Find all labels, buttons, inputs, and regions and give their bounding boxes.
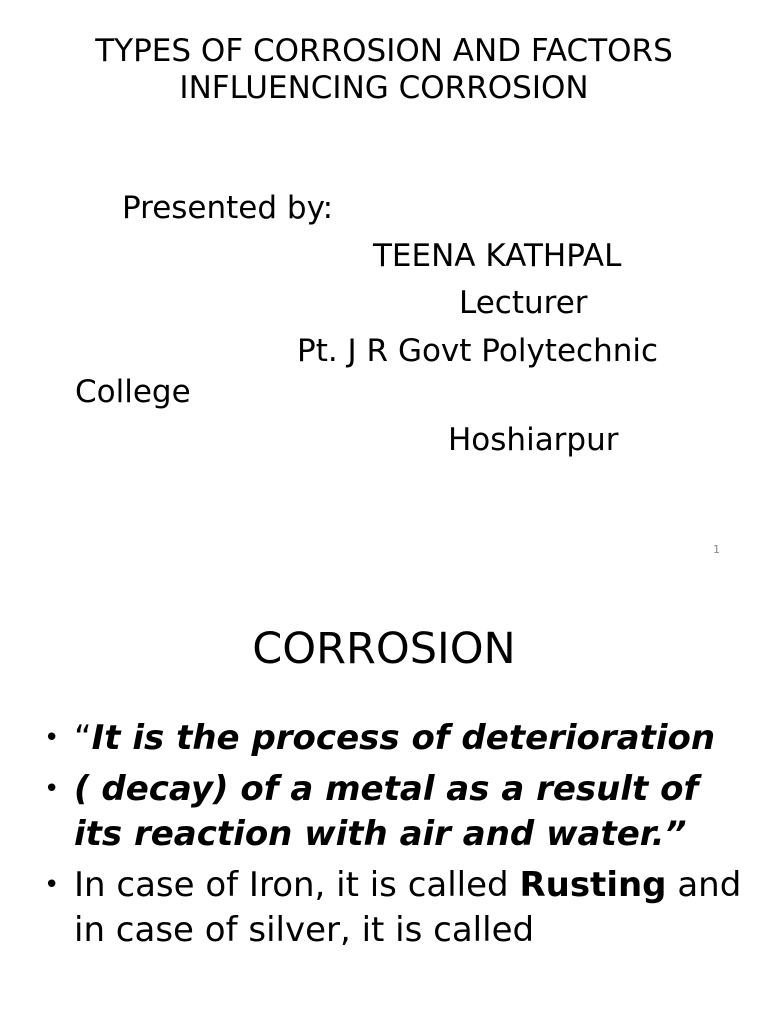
bullet-icon: • bbox=[44, 870, 60, 900]
bullet-item bbox=[44, 716, 744, 761]
presenter-name: TEENA KATHPAL bbox=[373, 238, 622, 274]
presenter-role: Lecturer bbox=[459, 285, 588, 321]
institution-name: Pt. J R Govt Polytechnic bbox=[297, 333, 659, 369]
definition-text-continued: ( decay) of a metal as a result of its reaction with air and water.” bbox=[74, 769, 699, 854]
bullet-text-continued: and in case of silver, it is called bbox=[74, 865, 742, 950]
definition-text: It is the process of deterioration bbox=[91, 718, 716, 758]
quote-mark: “ bbox=[74, 718, 92, 758]
slide-title: CORROSION bbox=[252, 624, 516, 674]
bullet-item bbox=[44, 863, 744, 953]
rusting-term: Rusting bbox=[519, 865, 667, 905]
slide-number: 1 bbox=[713, 543, 720, 556]
bullet-icon: • bbox=[44, 723, 60, 753]
slide-title bbox=[0, 33, 768, 107]
bullet-item bbox=[44, 767, 744, 857]
bullet-list bbox=[44, 716, 744, 959]
institution-city: Hoshiarpur bbox=[448, 422, 619, 458]
bullet-icon: • bbox=[44, 774, 60, 804]
title-line-2: INFLUENCING CORROSION bbox=[179, 70, 589, 106]
slide-2 bbox=[0, 576, 768, 1024]
presented-by-label: Presented by: bbox=[122, 190, 334, 226]
institution-name-continued: College bbox=[75, 374, 191, 410]
bullet-text: In case of Iron, it is called bbox=[74, 865, 520, 905]
title-line-1: TYPES OF CORROSION AND FACTORS bbox=[95, 33, 673, 69]
